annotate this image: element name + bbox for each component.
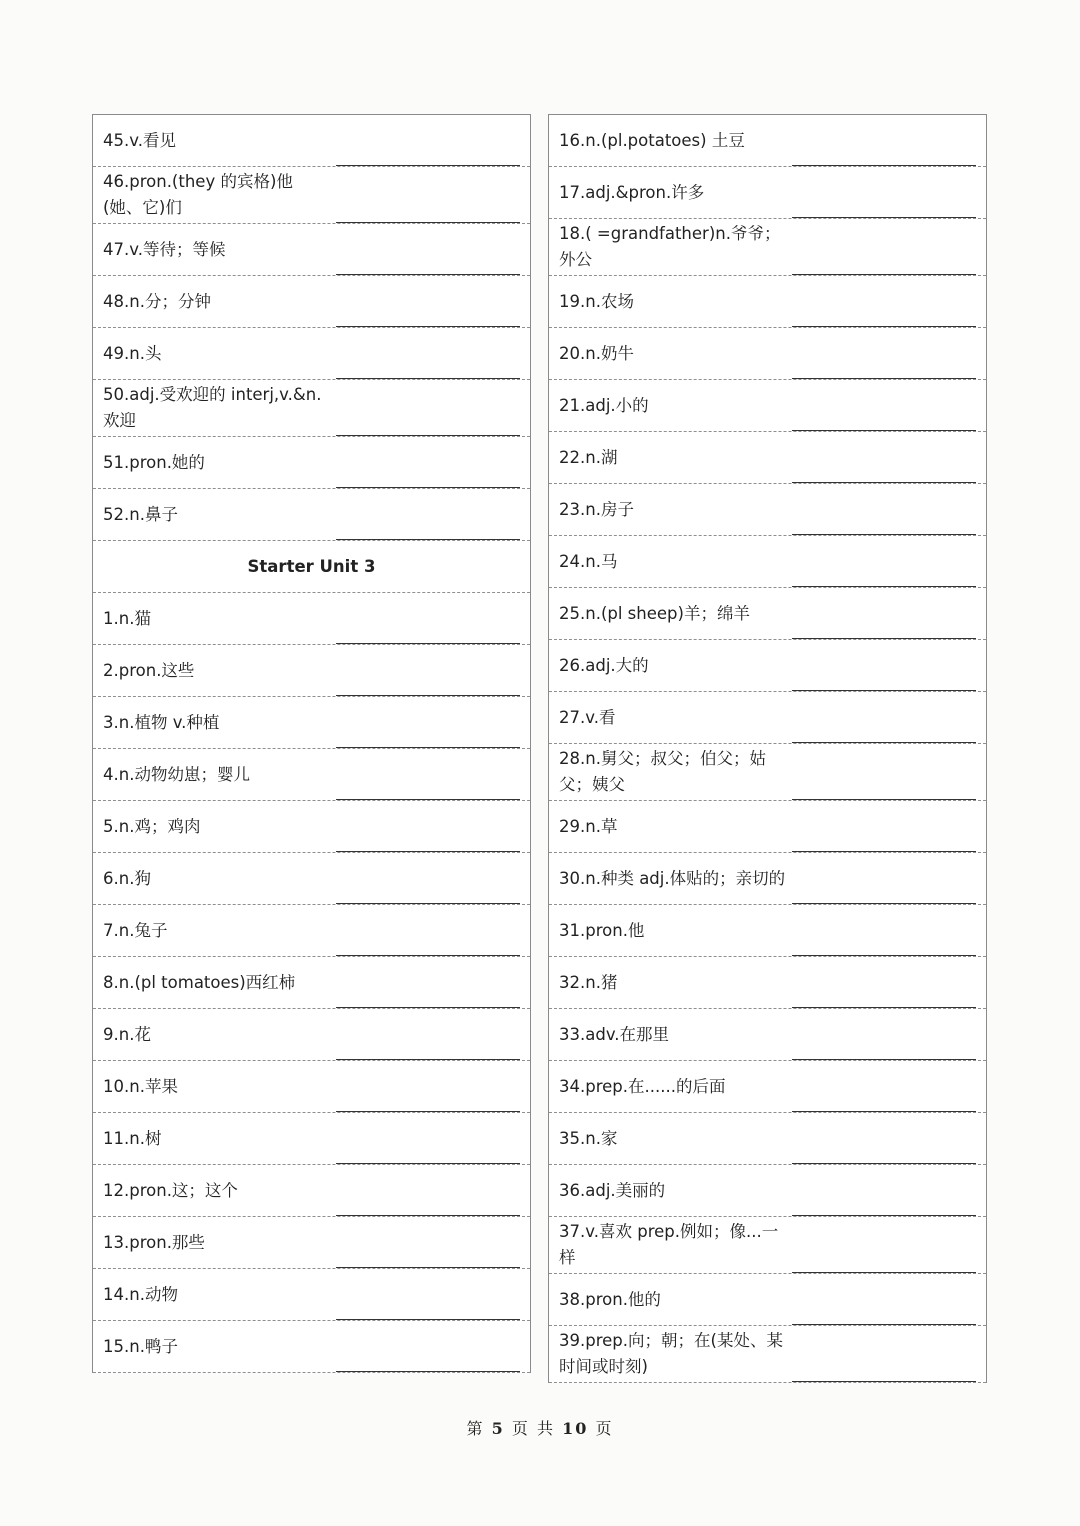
vocab-prompt: 27.v.看	[559, 707, 616, 727]
vocab-row	[549, 432, 986, 484]
vocab-row	[549, 1326, 986, 1383]
vocab-prompt: 51.pron.她的	[103, 452, 205, 472]
answer-blank[interactable]	[792, 274, 976, 275]
vocab-row	[549, 536, 986, 588]
answer-blank[interactable]	[792, 482, 976, 483]
vocab-prompt: 21.adj.小的	[559, 395, 649, 415]
vocab-prompt: 37.v.喜欢 prep.例如；像...一样	[559, 1222, 779, 1267]
answer-blank[interactable]	[336, 643, 520, 644]
vocab-table-right	[548, 114, 987, 1383]
answer-blank[interactable]	[336, 695, 520, 696]
answer-blank[interactable]	[792, 742, 976, 743]
answer-blank[interactable]	[336, 487, 520, 488]
vocab-prompt: 39.prep.向；朝；在(某处、某时间或时刻)	[559, 1331, 783, 1376]
page-footer	[0, 1416, 1080, 1439]
vocab-row	[549, 1113, 986, 1165]
vocab-row	[93, 328, 530, 380]
answer-blank[interactable]	[336, 851, 520, 852]
vocab-prompt: 31.pron.他	[559, 920, 645, 940]
vocab-prompt: 49.n.头	[103, 343, 162, 363]
vocab-row	[549, 957, 986, 1009]
vocab-row	[93, 276, 530, 328]
answer-blank[interactable]	[336, 1319, 520, 1320]
section-heading-row	[93, 541, 530, 593]
vocab-row	[549, 328, 986, 380]
vocab-row	[549, 1061, 986, 1113]
answer-blank[interactable]	[792, 217, 976, 218]
answer-blank[interactable]	[792, 586, 976, 587]
vocab-prompt: 10.n.苹果	[103, 1076, 178, 1096]
answer-blank[interactable]	[336, 1371, 520, 1372]
vocab-prompt: 38.pron.他的	[559, 1289, 661, 1309]
answer-blank[interactable]	[792, 378, 976, 379]
answer-blank[interactable]	[792, 1381, 976, 1382]
vocab-prompt: 45.v.看见	[103, 130, 176, 150]
answer-blank[interactable]	[336, 165, 520, 166]
answer-blank[interactable]	[336, 222, 520, 223]
answer-blank[interactable]	[792, 326, 976, 327]
answer-blank[interactable]	[792, 165, 976, 166]
answer-blank[interactable]	[336, 799, 520, 800]
vocab-row	[93, 489, 530, 541]
vocab-prompt: 15.n.鸭子	[103, 1336, 178, 1356]
vocab-row	[549, 801, 986, 853]
vocab-prompt: 28.n.舅父；叔父；伯父；姑父；姨父	[559, 749, 766, 794]
vocab-row	[549, 588, 986, 640]
vocab-row	[93, 380, 530, 437]
vocab-prompt: 35.n.家	[559, 1128, 618, 1148]
vocab-row	[549, 1165, 986, 1217]
vocab-row	[93, 1217, 530, 1269]
vocab-row	[549, 1217, 986, 1274]
answer-blank[interactable]	[792, 799, 976, 800]
answer-blank[interactable]	[336, 1267, 520, 1268]
vocab-row	[549, 219, 986, 276]
vocab-prompt: 36.adj.美丽的	[559, 1180, 666, 1200]
vocab-prompt: 1.n.猫	[103, 608, 151, 628]
vocab-row	[93, 1113, 530, 1165]
footer-middle: 页 共	[511, 1419, 555, 1438]
vocab-row	[93, 437, 530, 489]
answer-blank[interactable]	[336, 1215, 520, 1216]
vocab-prompt: 20.n.奶牛	[559, 343, 634, 363]
vocab-prompt: 26.adj.大的	[559, 655, 649, 675]
answer-blank[interactable]	[336, 1163, 520, 1164]
vocab-prompt: 12.pron.这；这个	[103, 1180, 238, 1200]
vocab-prompt: 34.prep.在......的后面	[559, 1076, 726, 1096]
vocab-prompt: 11.n.树	[103, 1128, 162, 1148]
vocab-row	[93, 115, 530, 167]
vocab-prompt: 6.n.狗	[103, 868, 151, 888]
vocab-row	[93, 853, 530, 905]
vocab-prompt: 14.n.动物	[103, 1284, 178, 1304]
vocab-prompt: 46.pron.(they 的宾格)他(她、它)们	[103, 172, 293, 217]
vocab-prompt: 8.n.(pl tomatoes)西红柿	[103, 972, 296, 992]
vocab-row	[549, 276, 986, 328]
footer-prefix: 第	[466, 1419, 485, 1438]
vocab-prompt: 47.v.等待；等候	[103, 239, 226, 259]
vocab-prompt: 18.( =grandfather)n.爷爷；外公	[559, 224, 781, 269]
vocab-row	[93, 1165, 530, 1217]
vocab-prompt: 5.n.鸡；鸡肉	[103, 816, 201, 836]
vocab-row	[549, 1274, 986, 1326]
vocab-prompt: 23.n.房子	[559, 499, 634, 519]
vocab-row	[93, 1269, 530, 1321]
answer-blank[interactable]	[792, 903, 976, 904]
answer-blank[interactable]	[792, 1163, 976, 1164]
vocab-prompt: 25.n.(pl sheep)羊；绵羊	[559, 603, 750, 623]
answer-blank[interactable]	[792, 534, 976, 535]
answer-blank[interactable]	[792, 955, 976, 956]
answer-blank[interactable]	[336, 326, 520, 327]
answer-blank[interactable]	[792, 1272, 976, 1273]
vocab-row	[93, 1061, 530, 1113]
answer-blank[interactable]	[792, 1215, 976, 1216]
answer-blank[interactable]	[792, 1324, 976, 1325]
vocab-row	[93, 593, 530, 645]
vocab-table-left	[92, 114, 531, 1373]
vocab-row	[549, 167, 986, 219]
answer-blank[interactable]	[336, 955, 520, 956]
vocab-row	[549, 744, 986, 801]
answer-blank[interactable]	[336, 1111, 520, 1112]
vocab-prompt: 17.adj.&pron.许多	[559, 182, 705, 202]
answer-blank[interactable]	[336, 747, 520, 748]
vocab-prompt: 16.n.(pl.potatoes) 土豆	[559, 130, 745, 150]
vocab-row	[93, 749, 530, 801]
footer-suffix: 页	[595, 1419, 614, 1438]
vocab-row	[549, 640, 986, 692]
answer-blank[interactable]	[792, 638, 976, 639]
vocab-prompt: 2.pron.这些	[103, 660, 195, 680]
vocab-prompt: 48.n.分；分钟	[103, 291, 211, 311]
footer-total-pages: 10	[562, 1419, 589, 1438]
vocab-row	[549, 484, 986, 536]
vocab-row	[549, 380, 986, 432]
answer-blank[interactable]	[792, 1111, 976, 1112]
vocab-prompt: 30.n.种类 adj.体贴的；亲切的	[559, 868, 786, 888]
section-heading: Starter Unit 3	[247, 556, 376, 576]
vocab-row	[549, 853, 986, 905]
vocab-prompt: 32.n.猪	[559, 972, 618, 992]
answer-blank[interactable]	[336, 378, 520, 379]
footer-page-number: 5	[491, 1419, 505, 1438]
vocab-prompt: 3.n.植物 v.种植	[103, 712, 220, 732]
answer-blank[interactable]	[792, 1007, 976, 1008]
vocab-row	[93, 697, 530, 749]
vocab-row	[93, 167, 530, 224]
answer-blank[interactable]	[792, 851, 976, 852]
answer-blank[interactable]	[792, 1059, 976, 1060]
vocab-prompt: 13.pron.那些	[103, 1232, 205, 1252]
vocab-row	[549, 905, 986, 957]
answer-blank[interactable]	[336, 1059, 520, 1060]
vocab-row	[549, 1009, 986, 1061]
vocab-prompt: 29.n.草	[559, 816, 618, 836]
vocab-prompt: 22.n.湖	[559, 447, 618, 467]
vocab-row	[93, 224, 530, 276]
answer-blank[interactable]	[336, 539, 520, 540]
vocab-row	[549, 115, 986, 167]
vocab-prompt: 7.n.兔子	[103, 920, 168, 940]
answer-blank[interactable]	[336, 903, 520, 904]
vocab-prompt: 9.n.花	[103, 1024, 151, 1044]
vocab-row	[93, 645, 530, 697]
vocab-row	[93, 801, 530, 853]
vocab-row	[549, 692, 986, 744]
vocab-prompt: 19.n.农场	[559, 291, 634, 311]
answer-blank[interactable]	[792, 690, 976, 691]
vocab-row	[93, 957, 530, 1009]
answer-blank[interactable]	[336, 435, 520, 436]
vocab-prompt: 24.n.马	[559, 551, 618, 571]
answer-blank[interactable]	[336, 274, 520, 275]
vocab-prompt: 4.n.动物幼崽；婴儿	[103, 764, 250, 784]
vocab-row	[93, 905, 530, 957]
vocab-prompt: 52.n.鼻子	[103, 504, 178, 524]
answer-blank[interactable]	[792, 430, 976, 431]
vocab-prompt: 33.adv.在那里	[559, 1024, 670, 1044]
answer-blank[interactable]	[336, 1007, 520, 1008]
vocab-prompt: 50.adj.受欢迎的 interj,v.&n.欢迎	[103, 385, 322, 430]
vocab-row	[93, 1321, 530, 1373]
vocab-row	[93, 1009, 530, 1061]
